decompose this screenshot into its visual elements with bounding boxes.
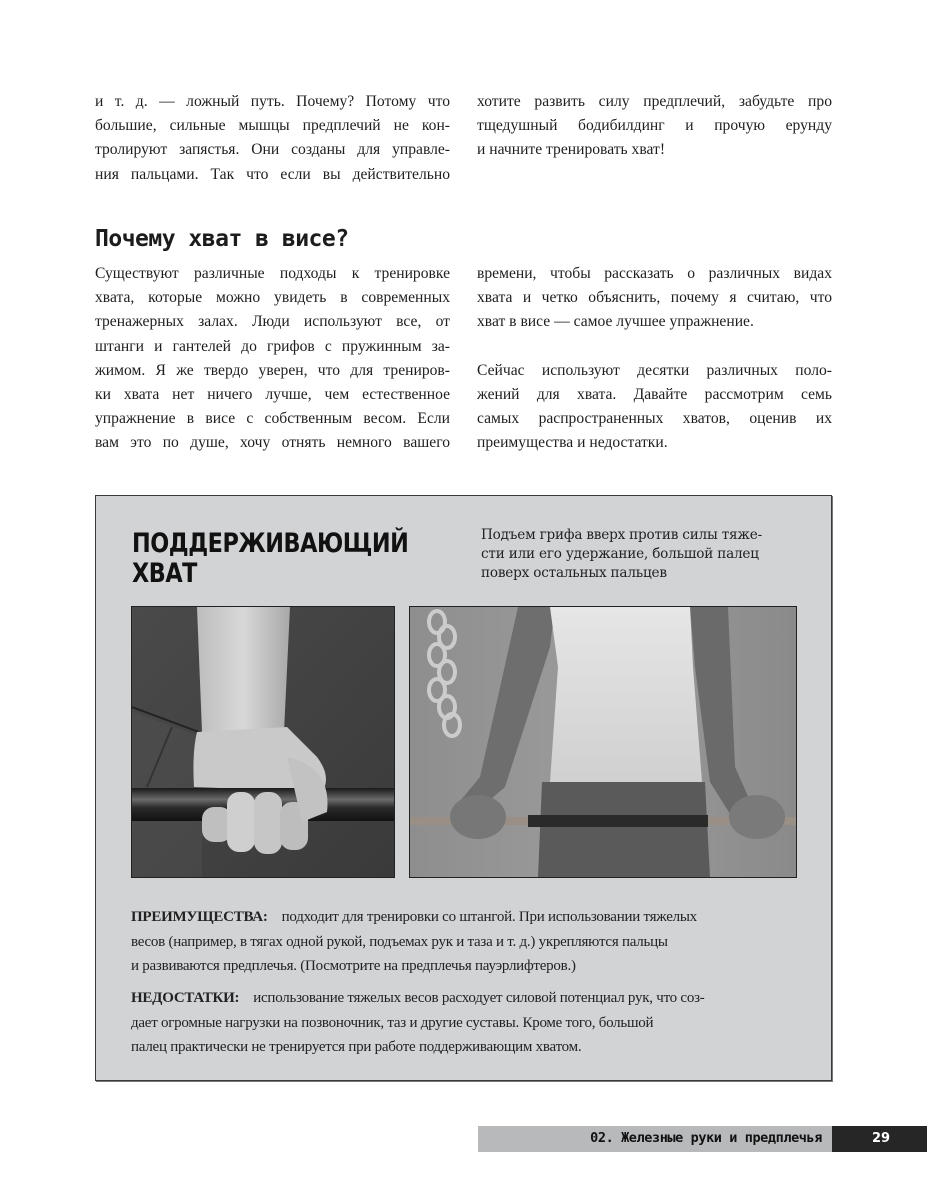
photo-standing-hold (409, 606, 797, 878)
text-line: и начните тренировать хват! (477, 141, 666, 159)
text-line: большие, сильные мышцы предплечий не кон- (95, 117, 450, 135)
box-subtitle (481, 526, 821, 583)
text-line: хвата и четко объяснить, почему я считаю, что (477, 289, 832, 307)
text-line (131, 986, 796, 1011)
subtitle-line: Подъем грифа вверх против силы тяже- (481, 527, 762, 543)
text-line: упражнение в висе с собственным весом. Если (95, 410, 450, 428)
text-line: вам это по душе, хочу отнять немного вашего (95, 434, 450, 452)
text-line: ки хвата нет ничего лучше, чем естественное (95, 386, 450, 404)
photo-hand-grip (131, 606, 395, 878)
footer-chapter-bar (478, 1126, 832, 1152)
pros-label: ПРЕИМУЩЕСТВА: (131, 909, 268, 925)
box-title (132, 529, 408, 589)
paragraph (477, 359, 832, 456)
cons-section (131, 986, 796, 1060)
section-left-column (95, 262, 450, 456)
text-line: и развиваются предплечья. (Посмотрите на предплечья пауэрлифтеров.) (131, 958, 576, 974)
text-line: жений для хвата. Давайте рассмотрим семь (477, 385, 832, 403)
text-line: весов (например, в тягах одной рукой, подъемах рук и таза и т. д.) укрепляются пальцы (131, 933, 668, 950)
grip-info-box (95, 495, 832, 1081)
hand-grip-image (132, 607, 394, 877)
text-line: тщедушный бодибилдинг и прочую ерунду (477, 117, 832, 135)
paragraph (477, 262, 832, 335)
section-heading: Почему хват в висе? (95, 226, 349, 252)
text-line: хват в висе — самое лучшее упражнение. (477, 313, 754, 331)
text-line: хвата, которые можно увидеть в современных (95, 289, 450, 307)
text-line (131, 905, 796, 930)
text-line: ния пальцами. Так что если вы действительно (95, 165, 450, 183)
text-line: Сейчас используют десятки различных поло- (477, 361, 832, 379)
text-line: хотите развить силу предплечий, забудьте про (477, 93, 832, 110)
cons-label: НЕДОСТАТКИ: (131, 990, 240, 1006)
standing-hold-image (410, 607, 796, 877)
chapter-title: 02. Железные руки и предплечья (590, 1130, 822, 1146)
subtitle-line: сти или его удержание, большой палец (481, 546, 759, 562)
page-number-box (832, 1126, 927, 1152)
box-title-line: ХВАТ (132, 558, 197, 589)
text-line: и т. д. — ложный путь. Почему? Потому что (95, 93, 450, 110)
text-line: преимущества и недостатки. (477, 434, 668, 452)
text-line: штанги и гантелей до грифов с пружинным за- (95, 337, 450, 355)
text-line: тролируют запястья. Они созданы для управле- (95, 141, 450, 159)
text-line: палец практически не тренируется при работе поддерживающим хватом. (131, 1039, 582, 1055)
text-line: дает огромные нагрузки на позвоночник, таз и другие суставы. Кроме того, большой (131, 1014, 654, 1031)
page-number: 29 (872, 1131, 891, 1146)
section-right-column (477, 262, 832, 455)
pros-section (131, 905, 796, 979)
text-line: тренажерных залах. Люди используют все, от (95, 313, 450, 331)
top-left-column (95, 90, 450, 187)
pros-text: подходит для тренировки со штангой. При использовании тяжелых (281, 909, 697, 925)
text-line: самых распространенных хватов, оценив их (477, 410, 832, 428)
text-line: жимом. Я же твердо уверен, что для трениров- (95, 361, 450, 379)
text-line: времени, чтобы рассказать о различных видах (477, 265, 832, 282)
top-right-column (477, 90, 832, 163)
text-line: Существуют различные подходы к тренировке (95, 265, 450, 282)
subtitle-line: поверх остальных пальцев (481, 565, 667, 581)
cons-text: использование тяжелых весов расходует силовой потенциал рук, что соз- (253, 990, 705, 1006)
box-title-line: ПОДДЕРЖИВАЮЩИЙ (132, 528, 409, 559)
